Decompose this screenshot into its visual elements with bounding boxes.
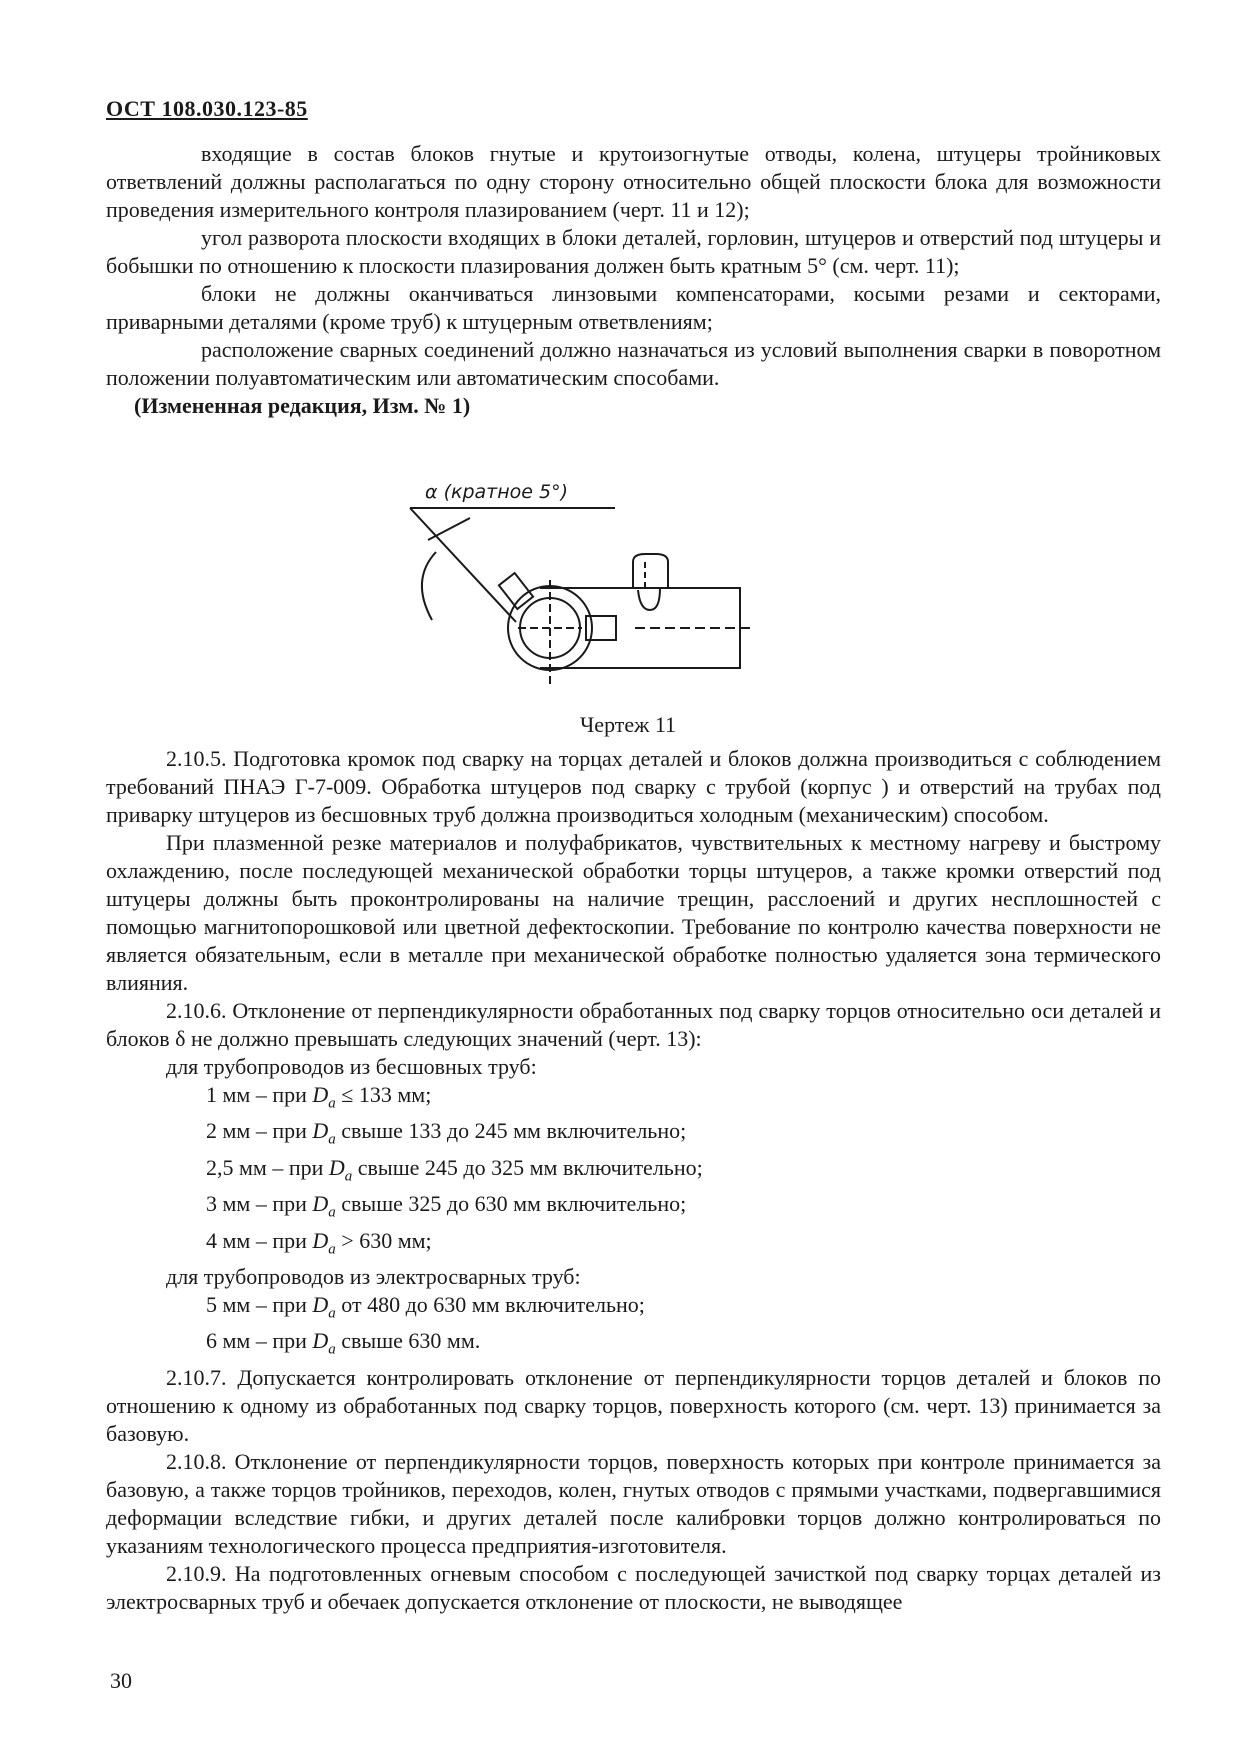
- list-item: 2,5 мм – при $D_a$ свыше 245 до 325 мм включительно;: [206, 1154, 703, 1185]
- paragraph-2-10-6: 2.10.6. Отклонение от перпендикулярности обработанных под сварку торцов относительно оси деталей и блоков δ не должно превышать следующих значений (черт. 13):: [106, 998, 1161, 1051]
- angle-arc: [422, 552, 436, 620]
- paragraph-2-10-8: 2.10.8. Отклонение от перпендикулярности торцов, поверхность которых при контроле принимается за базовую, а также торцов тройников, переходов, колен, гнутых отводов с прямыми участками, подвергавшимися деформации вследствие гибки, и других деталей после калибровки торцов должно контролироваться по указаниям технологического процесса предприятия-изготовителя.: [106, 1448, 1161, 1558]
- list-item: 2 мм – при $D_a$ свыше 133 до 245 мм включительно;: [206, 1118, 687, 1148]
- seamless-label: для трубопроводов из бесшовных труб:: [166, 1054, 537, 1079]
- text-block-top: [106, 140, 1161, 420]
- list-item: 4 мм – при $D_a > 630$ мм;: [206, 1227, 432, 1257]
- list-item: 3 мм – при $D_a$ свыше 325 до 630 мм включительно;: [206, 1191, 687, 1221]
- angle-tick-line: [428, 518, 470, 540]
- paragraph-2-10-5: 2.10.5. Подготовка кромок под сварку на торцах деталей и блоков должна производиться с соблюдением требований ПНАЭ Г-7-009. Обработка штуцеров под сварку с трубой (корпус ) и отверстий на трубах под приварку штуцеров из бесшовных труб должна производиться холодным (механическим) способом.: [106, 746, 1161, 827]
- drawing-caption: Чертеж 11: [580, 712, 677, 737]
- revision-note: (Измененная редакция, Изм. № 1): [134, 393, 471, 418]
- paragraph-2-10-7: 2.10.7. Допускается контролировать отклонение от перпендикулярности торцов деталей и блоков по отношению к одному из обработанных под сварку торцов, поверхность которого (см. черт. 13) принимается за базовую.: [106, 1364, 1161, 1446]
- page-number: 30: [110, 1668, 132, 1693]
- paragraph-branches: входящие в состав блоков гнутые и крутоизогнутые отводы, колена, штуцеры тройниковых ответвлений должны располагаться по одну сторону относительно общей плоскости блока для возможности проведения измерительного контроля плазированием (черт. 11 и 12);: [106, 141, 1161, 222]
- paragraph-plasma-cutting: При плазменной резке материалов и полуфабрикатов, чувствительных к местному нагреву и быстрому охлаждению, после последующей механической обработки торцы штуцеров, а также кромки отверстий под штуцеры должны быть проконтролированы на наличие трещин, расслоений и других несплошностей с помощью магнитопорошковой или цветной дефектоскопии. Требование по контролю качества поверхности не является обязательным, если в металле при механической обработке полностью удаляется зона термического влияния.: [106, 830, 1161, 995]
- paragraph-weld-location: расположение сварных соединений должно назначаться из условий выполнения сварки в поворотном положении полуавтоматическим или автоматическим способами.: [106, 337, 1161, 390]
- top-branch-fitting: [633, 554, 668, 588]
- text-block-bottom: [106, 745, 1161, 1616]
- paragraph-block-ends: блоки не должны оканчиваться линзовыми компенсаторами, косыми резами и секторами, приварными деталями (кроме труб) к штуцерным ответвлениям;: [106, 281, 1161, 334]
- welded-tolerance-list: [106, 1291, 1161, 1364]
- welded-label: для трубопроводов из электросварных труб:: [166, 1263, 581, 1289]
- list-item: 6 мм – при $D_a$ свыше 630 мм.: [206, 1328, 481, 1358]
- top-branch-bottom: [638, 588, 660, 610]
- list-item: 1 мм – при $D_a \le 133$ мм;: [206, 1082, 432, 1112]
- list-item: 5 мм – при $D_a$ от 480 до 630 мм включительно;: [206, 1291, 645, 1322]
- seamless-tolerance-list: [106, 1081, 1161, 1263]
- document-header: ОСТ 108.030.123-85: [106, 96, 308, 121]
- drawing-11: [400, 470, 760, 695]
- paragraph-2-10-9: 2.10.9. На подготовленных огневым способом с последующей зачисткой под сварку торцах деталей из электросварных труб и обечаек допускается отклонение от плоскости, не выводящее: [106, 1560, 1161, 1614]
- angle-label: α (кратное 5°): [425, 481, 569, 503]
- paragraph-rotation-angle: угол разворота плоскости входящих в блоки деталей, горловин, штуцеров и отверстий под штуцеры и бобышки по отношению к плоскости плазирования должен быть кратным 5° (см. черт. 11);: [106, 225, 1161, 278]
